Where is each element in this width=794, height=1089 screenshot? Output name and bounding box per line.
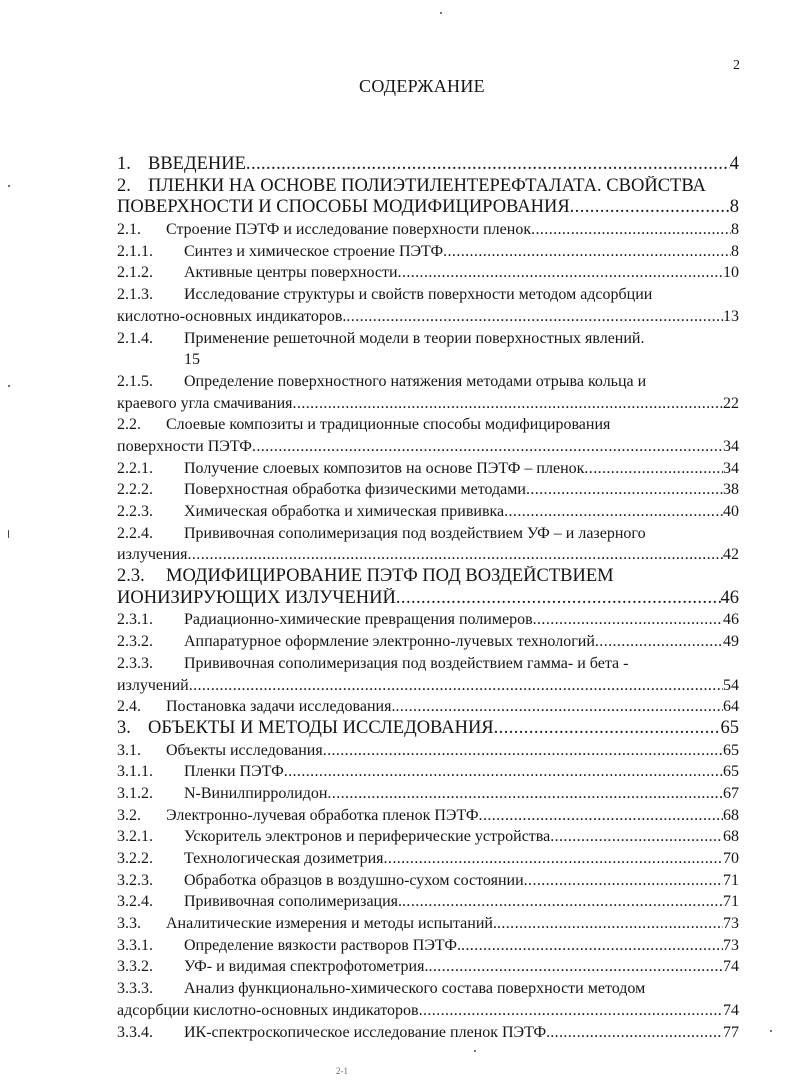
dot-leader	[384, 848, 723, 870]
toc-entry[interactable]	[117, 631, 739, 653]
toc-entry-continuation	[117, 436, 739, 458]
toc-entry-title: Поверхностная обработка физическими методами	[184, 481, 526, 499]
toc-entry-page: 71	[723, 893, 739, 911]
dot-leader	[531, 219, 731, 241]
toc-entry-number: 3.2.2.	[117, 850, 153, 867]
dot-leader	[398, 262, 723, 284]
dot-leader	[494, 718, 721, 740]
toc-entry-title: Прививочная сополимеризация под воздействием УФ – и лазерного	[184, 524, 646, 542]
dot-leader	[550, 1022, 723, 1044]
toc-entry-page: 68	[723, 806, 739, 824]
toc-entry[interactable]	[117, 740, 739, 762]
toc-entry-title: ВВЕДЕНИЕ	[148, 154, 246, 174]
toc-entry-number: 3.1.	[117, 741, 141, 759]
toc-entry-title: Постановка задачи исследования.	[166, 698, 396, 716]
toc-entry-number: 3.2.	[117, 806, 141, 824]
toc-entry-title: Технологическая дозиметрия	[184, 850, 384, 867]
toc-entry-number: 3.2.1.	[117, 828, 153, 846]
toc-entry-page: 4	[729, 154, 739, 174]
scan-speck	[770, 1030, 772, 1032]
scan-speck	[8, 185, 10, 187]
toc-entry-number: 2.3.1.	[117, 611, 153, 629]
toc-entry-title-continued: поверхности ПЭТФ	[117, 437, 252, 455]
dot-leader	[526, 479, 723, 501]
toc-entry-page: 74	[723, 958, 739, 976]
toc-entry-page: 40	[723, 503, 739, 520]
dot-leader	[524, 870, 723, 892]
toc-entry-number: 2.1.	[117, 221, 141, 239]
toc-entry-page: 34	[723, 459, 739, 477]
toc-entry[interactable]	[117, 848, 739, 870]
toc-entry-page: 73	[723, 915, 739, 933]
toc-entry-title: Получение слоевых композитов на основе ПЭТФ – пленок	[184, 459, 585, 477]
toc-entry-number: 3.3.3.	[117, 980, 153, 998]
toc-entry[interactable]	[117, 653, 739, 675]
toc-entry[interactable]	[117, 414, 739, 436]
toc-entry-number: 3.3.1.	[117, 936, 153, 954]
toc-entry-title-continued: кислотно-основных индикаторов.	[117, 307, 347, 325]
toc-entry-number: 2.1.4.	[117, 329, 153, 347]
page-number: 2	[733, 58, 740, 73]
toc-entry-continuation	[117, 393, 739, 415]
toc-entry-page: 65	[723, 741, 739, 759]
toc-entry-number: 2.1.3.	[117, 286, 153, 304]
toc-entry-page: 22	[723, 394, 739, 412]
table-of-contents	[117, 154, 739, 1043]
toc-entry-continuation	[117, 197, 739, 219]
toc-entry-number: 3.	[117, 717, 131, 738]
toc-entry-title: Слоевые композиты и традиционные способы модифицирования	[166, 416, 611, 434]
dot-leader	[323, 740, 723, 762]
toc-entry-number: 1.	[117, 154, 131, 174]
dot-leader	[497, 913, 723, 935]
toc-entry-title: Обработка образцов в воздушно-сухом состоянии	[184, 871, 524, 889]
toc-entry[interactable]	[117, 523, 739, 545]
toc-entry-title-continued: ПОВЕРХНОСТИ И СПОСОБЫ МОДИФИЦИРОВАНИЯ	[117, 197, 570, 218]
toc-entry-title: Активные центры поверхности	[184, 264, 398, 282]
toc-entry-number: 2.2.	[117, 416, 141, 434]
dot-leader	[595, 631, 723, 653]
toc-entry[interactable]	[117, 826, 739, 848]
toc-entry-title: Объекты исследования	[166, 741, 323, 759]
toc-entry-number: 2.1.2.	[117, 264, 153, 282]
toc-entry-continuation	[117, 1000, 739, 1022]
toc-entry-page: 42	[723, 546, 739, 564]
toc-entry-title: ПЛЕНКИ НА ОСНОВЕ ПОЛИЭТИЛЕНТЕРЕФТАЛАТА. СВОЙСТВА	[148, 175, 706, 196]
toc-entry[interactable]	[117, 458, 739, 480]
dot-leader	[419, 1000, 723, 1022]
toc-entry[interactable]	[117, 479, 739, 501]
toc-entry[interactable]	[117, 262, 739, 284]
toc-entry-title: Радиационно-химические превращения полимеров	[184, 611, 533, 629]
toc-entry[interactable]	[117, 284, 739, 306]
toc-entry-page: 71	[723, 871, 739, 889]
toc-entry-page: 70	[723, 850, 739, 867]
dot-leader	[443, 241, 731, 263]
toc-entry-title: Ускоритель электронов и периферические устройства	[184, 828, 551, 846]
toc-entry-number: 2.1.1.	[117, 242, 153, 260]
toc-entry[interactable]	[117, 154, 739, 176]
toc-entry[interactable]	[117, 609, 739, 631]
toc-entry-title: Прививочная сополимеризация под воздействием гамма- и бета -	[184, 654, 629, 672]
toc-entry-page: 38	[723, 481, 739, 499]
toc-entry-number: 2.3.2.	[117, 633, 153, 651]
toc-entry-title: МОДИФИЦИРОВАНИЕ ПЭТФ ПОД ВОЗДЕЙСТВИЕМ	[166, 566, 614, 587]
toc-entry-page: 73	[723, 936, 739, 954]
toc-entry[interactable]	[117, 566, 739, 588]
toc-entry-continuation	[117, 349, 739, 371]
scan-speck	[8, 385, 10, 387]
toc-entry[interactable]	[117, 891, 739, 913]
toc-entry-title-continued: излучения	[117, 546, 188, 564]
dot-leader	[284, 761, 723, 783]
dot-leader	[584, 458, 723, 480]
dot-leader	[550, 826, 723, 848]
dot-leader	[189, 675, 723, 697]
toc-entry[interactable]	[117, 241, 739, 263]
toc-entry-page: 46	[723, 611, 739, 629]
toc-entry-continuation	[117, 588, 739, 610]
dot-leader	[188, 544, 724, 566]
toc-entry[interactable]	[117, 176, 739, 198]
toc-entry-title-continued: адсорбции кислотно-основных индикаторов	[117, 1001, 419, 1019]
toc-entry-title: Прививочная сополимеризация.	[184, 893, 403, 911]
toc-entry-page: 64	[723, 698, 739, 716]
toc-entry-title: Химическая обработка и химическая прививка	[184, 503, 505, 520]
toc-entry[interactable]	[117, 761, 739, 783]
toc-entry-page: 65	[720, 717, 739, 738]
toc-entry-page: 46	[720, 587, 739, 608]
dot-leader	[428, 956, 723, 978]
toc-entry[interactable]	[117, 501, 739, 523]
toc-entry-number: 2.4.	[117, 698, 141, 716]
toc-entry-title: Электронно-лучевая обработка пленок ПЭТФ	[166, 806, 479, 824]
toc-entry-title: Синтез и химическое строение ПЭТФ	[184, 242, 444, 260]
toc-entry-title: ОБЪЕКТЫ И МЕТОДЫ ИССЛЕДОВАНИЯ	[148, 717, 494, 738]
toc-entry-title: Исследование структуры и свойств поверхности методом адсорбции	[184, 286, 653, 304]
toc-entry[interactable]	[117, 978, 739, 1000]
toc-entry-page: 65	[723, 763, 739, 781]
toc-entry-title: Определение поверхностного натяжения методами отрыва кольца и	[184, 372, 647, 390]
toc-entry-number: 3.1.1.	[117, 763, 153, 781]
toc-entry[interactable]	[117, 696, 739, 718]
toc-entry-number: 3.3.	[117, 915, 141, 933]
dot-leader	[252, 436, 723, 458]
toc-entry-page: 8	[731, 221, 739, 239]
toc-entry-continuation	[117, 544, 739, 566]
dot-leader	[395, 696, 723, 718]
toc-entry-title: Анализ функционально-химического состава поверхности методом	[184, 980, 646, 998]
toc-entry-page: 8	[729, 197, 739, 218]
toc-entry[interactable]	[117, 219, 739, 241]
dot-leader	[570, 197, 730, 219]
toc-entry[interactable]	[117, 913, 739, 935]
scan-speck	[474, 1050, 476, 1052]
page-title: СОДЕРЖАНИЕ	[359, 76, 485, 96]
toc-entry-number: 3.3.4.	[117, 1023, 153, 1041]
dot-leader	[533, 609, 723, 631]
dot-leader	[346, 306, 723, 328]
toc-entry-title: УФ- и видимая спектрофотометрия.	[184, 958, 429, 976]
toc-entry-title: Определение вязкости растворов ПЭТФ.	[184, 936, 461, 954]
toc-entry-page: 34	[723, 437, 739, 455]
toc-entry[interactable]	[117, 870, 739, 892]
toc-entry-number: 2.2.4.	[117, 524, 153, 542]
toc-entry-title-continued: ИОНИЗИРУЮЩИХ ИЗЛУЧЕНИЙ	[117, 587, 396, 608]
toc-entry-page: 13	[723, 307, 739, 325]
toc-entry-number: 3.2.3.	[117, 871, 153, 889]
toc-entry-number: 2.2.1.	[117, 459, 153, 477]
toc-entry[interactable]	[117, 328, 739, 350]
toc-entry-number: 2.3.	[117, 566, 145, 587]
toc-entry-number: 3.2.4.	[117, 893, 153, 911]
toc-entry-page: 49	[723, 633, 739, 651]
toc-entry[interactable]	[117, 371, 739, 393]
footer-mark: 2-1	[336, 1066, 348, 1076]
toc-entry-page: 8	[731, 242, 739, 260]
toc-entry[interactable]	[117, 956, 739, 978]
dot-leader	[504, 501, 723, 523]
dot-leader	[461, 935, 723, 957]
toc-entry-page: 54	[723, 676, 739, 694]
toc-entry-page: 67	[723, 784, 739, 802]
toc-entry-title: N-Винилпирролидон	[184, 784, 328, 802]
toc-entry-page: 74	[723, 1001, 739, 1019]
toc-entry-number: 2.3.3.	[117, 654, 153, 672]
toc-entry[interactable]	[117, 805, 739, 827]
toc-entry-continuation	[117, 675, 739, 697]
toc-entry[interactable]	[117, 783, 739, 805]
toc-entry-number: 3.1.2.	[117, 784, 153, 802]
dot-leader	[402, 891, 723, 913]
toc-entry-title: Пленки ПЭТФ	[184, 763, 284, 781]
toc-entry-page: 77	[723, 1023, 739, 1041]
toc-entry[interactable]	[117, 1022, 739, 1044]
toc-entry-page: 15	[184, 351, 200, 369]
toc-entry-number: 3.3.2.	[117, 958, 153, 976]
toc-entry-number: 2.1.5.	[117, 372, 153, 390]
toc-entry-number: 2.	[117, 175, 131, 196]
toc-entry-title-continued: излучений	[117, 676, 189, 694]
toc-entry-title: Аналитические измерения и методы испытаний.	[166, 915, 497, 933]
dot-leader	[293, 393, 723, 415]
dot-leader	[327, 783, 723, 805]
toc-entry[interactable]	[117, 935, 739, 957]
toc-entry-title: Строение ПЭТФ и исследование поверхности пленок	[166, 221, 532, 239]
dot-leader	[246, 154, 730, 176]
toc-entry-title: Аппаратурное оформление электронно-лучевых технологий	[184, 633, 595, 651]
toc-entry-page: 10	[723, 264, 739, 282]
toc-entry[interactable]	[117, 718, 739, 740]
toc-entry-page: 68	[723, 828, 739, 846]
toc-entry-title: ИК-спектроскопическое исследование пленок ПЭТФ.	[184, 1023, 551, 1041]
toc-entry-title-continued: краевого угла смачивания	[117, 394, 293, 412]
toc-entry-continuation	[117, 306, 739, 328]
dot-leader	[396, 588, 721, 610]
toc-entry-number: 2.2.2.	[117, 481, 153, 499]
scan-speck	[8, 530, 9, 538]
toc-entry-number: 2.2.3.	[117, 503, 153, 520]
scan-speck	[440, 12, 442, 14]
toc-entry-title: Применение решеточной модели в теории поверхностных явлений.	[184, 329, 645, 347]
dot-leader	[479, 805, 723, 827]
